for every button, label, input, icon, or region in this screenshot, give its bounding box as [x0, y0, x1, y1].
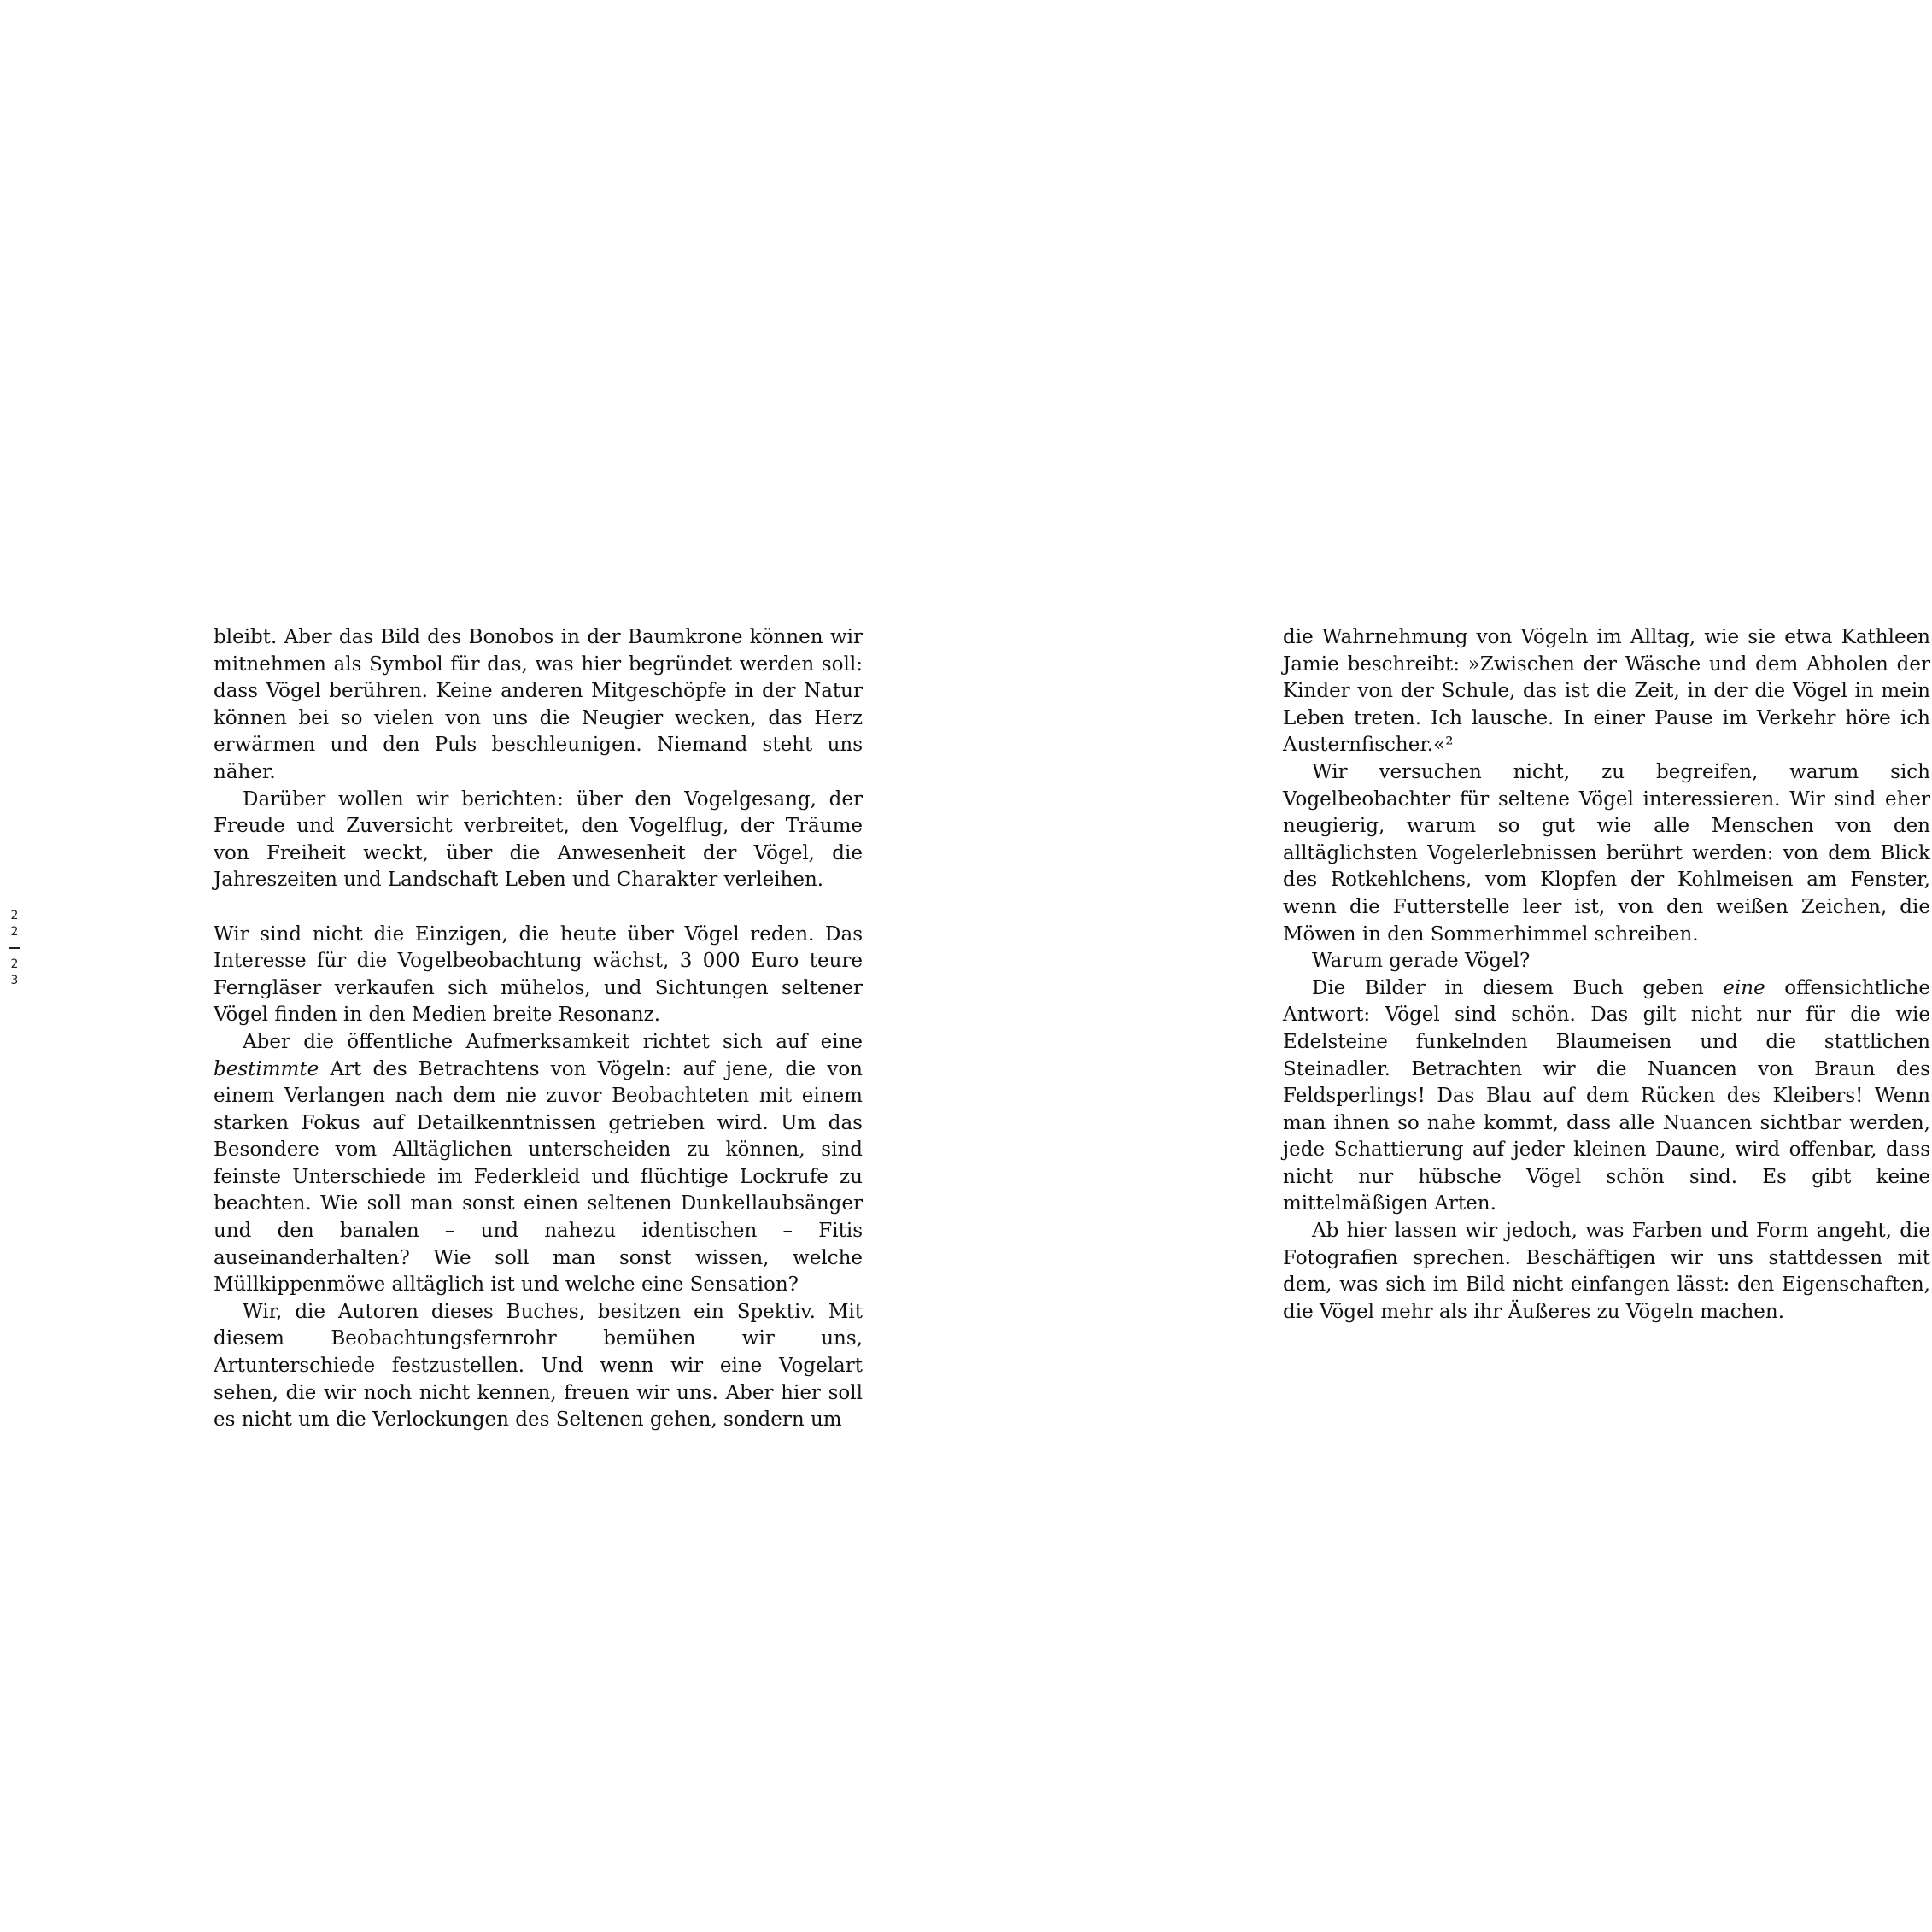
paragraph: [1283, 975, 1930, 1218]
paragraph: Wir sind nicht die Einzigen, die heute über Vögel reden. Das Interesse für die Vogelbeobachtung wächst, 3 000 Euro teure Ferngläser verkaufen sich mühelos, und Sichtungen seltener Vögel finden in den Medien breite Resonanz.: [214, 922, 863, 1027]
paragraph: bleibt. Aber das Bild des Bonobos in der Baumkrone können wir mitnehmen als Symbol für das, was hier begründet werden soll: dass Vögel berühren. Keine anderen Mitgeschöpfe in der Natur können bei so vielen von uns die Neugier wecken, das Herz erwärmen und den Puls beschleunigen. Niemand steht uns näher.: [214, 626, 863, 783]
paragraph: Wir, die Autoren dieses Buches, besitzen ein Spektiv. Mit diesem Beobachtungsfernrohr bemühen wir uns, Artunterschiede festzustellen. Und wenn wir eine Vogelart sehen, die wir noch nicht kennen, freuen wir uns. Aber hier soll es nicht um die Verlockungen des Seltenen gehen, sondern um: [214, 1300, 863, 1431]
section-break: [214, 894, 863, 922]
page-number-divider: [9, 947, 20, 949]
paragraph: die Wahrnehmung von Vögeln im Alltag, wie sie etwa Kathleen Jamie beschreibt: »Zwischen der Wäsche und dem Abholen der Kinder von der Schule, das ist die Zeit, in der die Vögel in mein Leben treten. Ich lausche. In einer Pause im Verkehr höre ich Austernfischer.«²: [1283, 626, 1930, 757]
right-page-text: [1283, 624, 1930, 1326]
text-run: offensichtliche Antwort: Vögel sind schön. Das gilt nicht nur für die wie Edelsteine funkelnden Blaumeisen und die stattlichen Steinadler. Betrachten wir die Nuancen von Braun des Feldsperlings! Das Blau auf dem Rücken des Kleibers! Wenn man ihnen so nahe kommt, dass alle Nuancen sichtbar werden, jede Schattierung auf jeder kleinen Daune, wird offenbar, dass nicht nur hübsche Vögel schön sind. Es gibt keine mittelmäßigen Arten.: [1283, 976, 1930, 1215]
right-page-number-digit: 3: [10, 973, 19, 987]
paragraph: Warum gerade Vögel?: [1312, 950, 1531, 973]
paragraph: Ab hier lassen wir jedoch, was Farben und Form angeht, die Fotografien sprechen. Beschäftigen wir uns stattdessen mit dem, was sich im Bild nicht einfangen lässt: den Eigenschaften, die Vögel mehr als ihr Äußeres zu Vögeln machen.: [1283, 1220, 1930, 1323]
left-page-number-digit: 2: [10, 909, 19, 922]
left-page-text: [214, 624, 863, 1434]
paragraph: Darüber wollen wir berichten: über den Vogelgesang, der Freude und Zuversicht verbreitet, den Vogelflug, der Träume von Freiheit weckt, über die Anwesenheit der Vögel, die Jahreszeiten und Landschaft Leben und Charakter verleihen.: [214, 787, 863, 892]
text-run: Die Bilder in diesem Buch geben: [1312, 976, 1724, 999]
page-numbers: [9, 908, 20, 989]
emphasis: eine: [1723, 976, 1765, 999]
right-page-number-digit: 2: [10, 957, 19, 971]
text-run: Art des Betrachtens von Vögeln: auf jene, die von einem Verlangen nach dem nie zuvor Beobachteten mit einem starken Fokus auf Detailkenntnissen getrieben wird. Um das Besondere vom Alltäglichen unterscheiden zu können, sind feinste Unterschiede im Federkleid und flüchtige Lockrufe zu beachten. Wie soll man sonst einen seltenen Dunkellaubsänger und den banalen – und nahezu identischen – Fitis auseinanderhalten? Wie soll man sonst wissen, welche Müllkippenmöwe alltäglich ist und welche eine Sensation?: [214, 1057, 863, 1297]
paragraph: Wir versuchen nicht, zu begreifen, warum sich Vogelbeobachter für seltene Vögel interessieren. Wir sind eher neugierig, warum so gut wie alle Menschen von den alltäglichsten Vogelerlebnissen berührt werden: von dem Blick des Rotkehlchens, vom Klopfen der Kohlmeisen am Fenster, wenn die Futterstelle leer ist, von den weißen Zeichen, die Möwen in den Sommerhimmel schreiben.: [1283, 760, 1930, 946]
left-page-number-digit: 2: [10, 925, 19, 939]
paragraph: [214, 1029, 863, 1299]
emphasis: bestimmte: [214, 1057, 319, 1080]
text-run: Aber die öffentliche Aufmerksamkeit richtet sich auf eine: [243, 1030, 863, 1053]
